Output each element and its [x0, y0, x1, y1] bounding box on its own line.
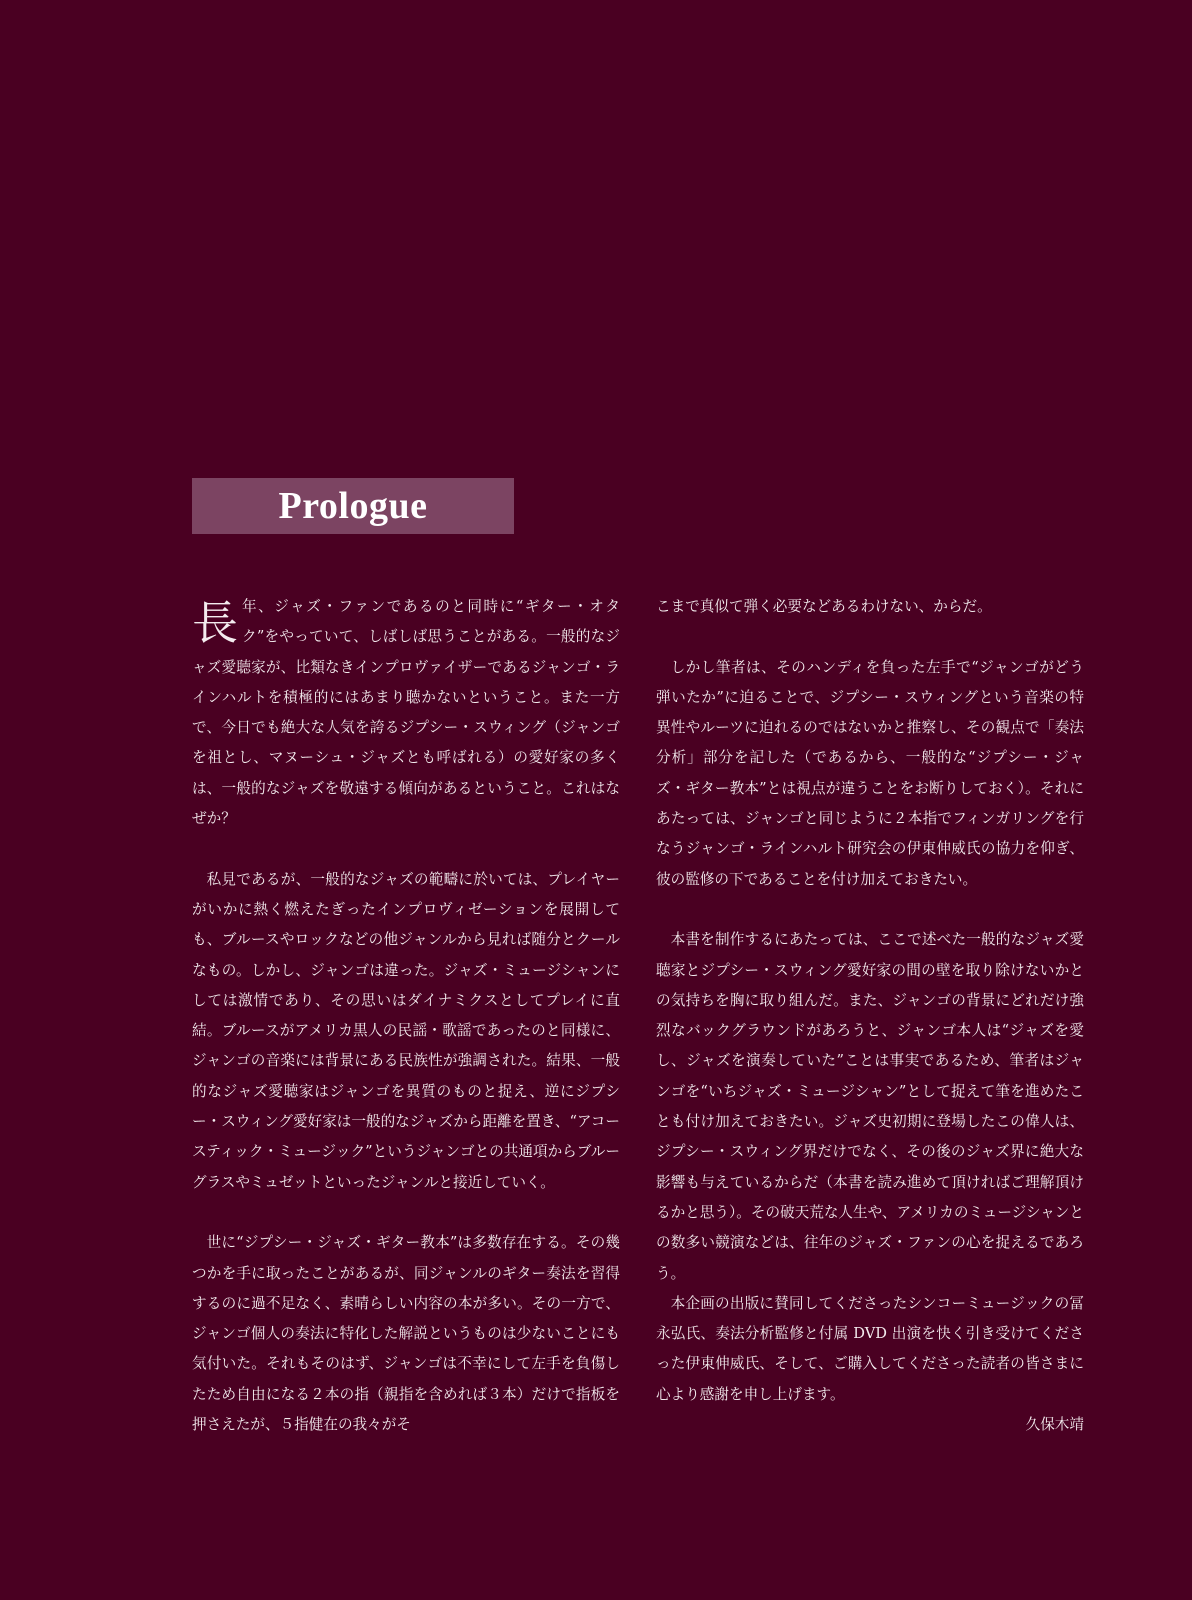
author-signature: 久保木靖 [1025, 1416, 1084, 1434]
drop-cap: 長 [192, 596, 238, 650]
paragraph-3: 世に“ジプシー・ジャズ・ギター教本”は多数存在する。その幾つかを手に取ったことがあるが、同ジャンルのギター奏法を習得するのに過不足なく、素晴らしい内容の本が多い。その一方で、ジャンゴ個人の奏法に特化した解説というものは少ないことにも気付いた。それもそのはず、ジャンゴは不幸にして左手を負傷したため自由になる２本の指（親指を含めれば３本）だけで指板を押さえたが、５指健在の我々がそ [192, 1234, 620, 1434]
paragraph-3-continued: こまで真似て弾く必要などあるわけない、からだ。 [656, 598, 992, 615]
left-text-column [192, 592, 620, 1440]
page-title: Prologue [278, 485, 428, 527]
paragraph-1-text: 年、ジャズ・ファンであるのと同時に“ギター・オタク”をやっていて、しばしば思うことがある。一般的なジャズ愛聴家が、比類なきインプロヴァイザーであるジャンゴ・ラインハルトを積極的にはあまり聴かないということ。また一方で、今日でも絶大な人気を誇るジプシー・スウィング（ジャンゴを祖とし、マヌーシュ・ジャズとも呼ばれる）の愛好家の多くは、一般的なジャズを敬遠する傾向があるということ。これはなぜか？ [192, 598, 620, 828]
right-text-column [656, 592, 1084, 1440]
paragraph-6: 本企画の出版に賛同してくださったシンコーミュージックの冨永弘氏、奏法分析監修と付属 DVD 出演を快く引き受けてくださった伊東伸威氏、そして、ご購入してくださった読者の皆さまに心より感謝を申し上げます。 [656, 1294, 1084, 1403]
paragraph-1 [192, 592, 620, 834]
paragraph-4: しかし筆者は、そのハンディを負った左手で“ジャンゴがどう弾いたか”に迫ることで、ジプシー・スウィングという音楽の特異性やルーツに迫れるのではないかと推察し、その観点で「奏法分析」部分を記した（であるから、一般的な“ジプシー・ジャズ・ギター教本”とは視点が違うことをお断りしておく）。それにあたっては、ジャンゴと同じように２本指でフィンガリングを行なうジャンゴ・ラインハルト研究会の伊東伸威氏の協力を仰ぎ、彼の監修の下であることを付け加えておきたい。 [656, 658, 1084, 888]
paragraph-2: 私見であるが、一般的なジャズの範疇に於いては、プレイヤーがいかに熱く燃えたぎったインプロヴィゼーションを展開しても、ブルースやロックなどの他ジャンルから見れば随分とクールなもの。しかし、ジャンゴは違った。ジャズ・ミュージシャンにしては激情であり、その思いはダイナミクスとしてプレイに直結。ブルースがアメリカ黒人の民謡・歌謡であったのと同様に、ジャンゴの音楽には背景にある民族性が強調された。結果、一般的なジャズ愛聴家はジャンゴを異質のものと捉え、逆にジプシー・スウィング愛好家は一般的なジャズから距離を置き、“アコースティック・ミュージック”というジャンゴとの共通項からブルーグラスやミュゼットといったジャンルと接近していく。 [192, 870, 620, 1191]
prologue-title-box [192, 478, 514, 534]
paragraph-5: 本書を制作するにあたっては、ここで述べた一般的なジャズ愛聴家とジプシー・スウィング愛好家の間の壁を取り除けないかとの気持ちを胸に取り組んだ。また、ジャンゴの背景にどれだけ強烈なバックグラウンドがあろうと、ジャンゴ本人は“ジャズを愛し、ジャズを演奏していた”ことは事実であるため、筆者はジャンゴを“いちジャズ・ミュージシャン”として捉えて筆を進めたことも付け加えておきたい。ジャズ史初期に登場したこの偉人は、ジプシー・スウィング界だけでなく、その後のジャズ界に絶大な影響も与えているからだ（本書を読み進めて頂ければご理解頂けるかと思う）。その破天荒な人生や、アメリカのミュージシャンとの数多い競演などは、往年のジャズ・ファンの心を捉えるであろう。 [656, 931, 1084, 1282]
